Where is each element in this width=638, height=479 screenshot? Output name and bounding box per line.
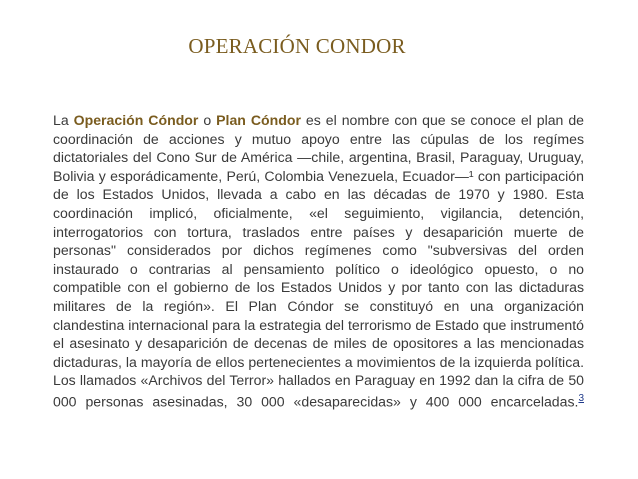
paragraph-text-1: La [53,112,74,128]
paragraph-text-3: es el nombre con que se conoce el plan de coordinación de acciones y mutuo apoyo entre las cúpulas de los regímes dictatoriales del Cono Sur de América —chile, argentina, Brasil, Paraguay, Uruguay, Bolivia y esporádicamente, Perú, Colombia Venezuela, Ecuador—¹ con participación de los Estados Unidos, llevada a cabo en las décadas de 1970 y 1980. Esta coordinación implicó, oficialmente, «el seguimiento, vigilancia, detención, interrogatorios con tortura, traslados entre países y desaparición muerte de personas" considerados por dichos regímenes como "subversivas del orden instaurado o contrarias al pensamiento político o ideológico opuesto, o no compatible con el gobierno de los Estados Unidos y por tanto con las dictaduras militares de la región». El Plan Cóndor se constituyó en una organización clandestina internacional para la estrategia del terrorismo de Estado que instrumentó el asesinato y desaparición de decenas de miles de opositores a las mencionadas dictaduras, la mayoría de ellos pertenecientes a movimientos de la izquierda política. Los llamados «Archivos del Terror» hallados en Paraguay en 1992 dan la cifra de 50 000 personas asesinadas, 30 000 «desaparecidas» y 400 000 encarceladas. [53,112,585,410]
term-operacion-condor: Operación Cóndor [73,112,199,128]
term-plan-condor: Plan Cóndor [216,112,301,128]
paragraph-text-2: o [198,112,217,128]
page-title: OPERACIÓN CONDOR [188,34,406,58]
body-paragraph [53,111,584,411]
footnote-reference-link[interactable]: 3 [578,392,584,404]
